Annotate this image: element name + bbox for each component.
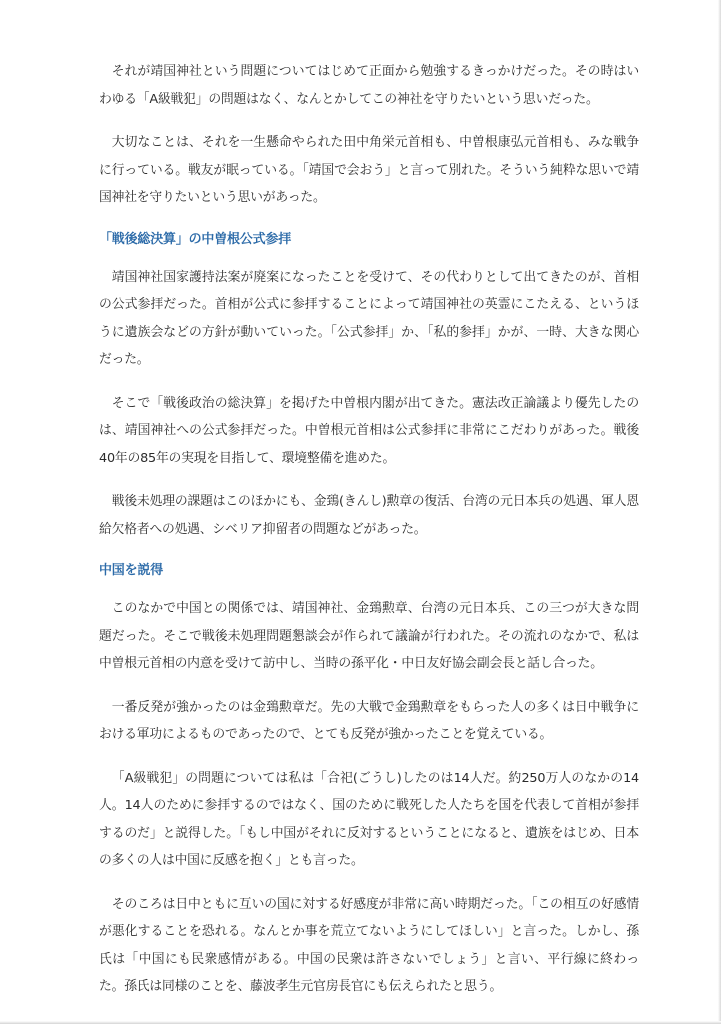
paragraph: このなかで中国との関係では、靖国神社、金鵄勲章、台湾の元日本兵、この三つが大きな問題だった。そこで戦後未処理問題懇談会が作られて議論が行われた。その流れのなかで、私は中曽根元首相の内意を受けて訪中し、当時の孫平化・中日友好協会副会長と話し合った。 [99,601,639,671]
paragraph: 戦後未処理の課題はこのほかにも、金鵄(きんし)勲章の復活、台湾の元日本兵の処遇、軍人恩給欠格者への処遇、シベリア抑留者の問題などがあった。 [99,494,639,537]
paragraph: そのころは日中ともに互いの国に対する好感度が非常に高い時期だった。「この相互の好感情が悪化することを恐れる。なんとか事を荒立てないようにしてほしい」と言った。しかし、孫氏は「中国にも民衆感情がある。中国の民衆は許さないでしょう」と言い、平行線に終わった。孫氏は同様のことを、藤波孝生元官房長官にも伝えられたと思う。 [99,896,639,994]
section-heading: 中国を説得 [99,563,164,578]
paragraph: そこで「戦後政治の総決算」を掲げた中曽根内閣が出てきた。憲法改正論議より優先したのは、靖国神社への公式参拝だった。中曽根元首相は公式参拝に非常にこだわりがあった。戦後40年の85年の実現を目指して、環境整備を進めた。 [99,395,639,466]
paragraph: 「A級戦犯」の問題については私は「合祀(ごうし)したのは14人だ。約250万人のなかの14人。14人のために参拝するのではなく、国のために戦死した人たちを国を代表して首相が参拝するのだ」と説得した。「もし中国がそれに反対するということになると、遺族をはじめ、日本の多くの人は中国に反感を抱く」とも言った。 [99,770,639,868]
paragraph: 一番反発が強かったのは金鵄勲章だ。先の大戦で金鵄勲章をもらった人の多くは日中戦争における軍功によるものであったので、とても反発が強かったことを覚えている。 [99,699,639,742]
paragraph: 靖国神社国家護持法案が廃案になったことを受けて、その代わりとして出てきたのが、首相の公式参拝だった。首相が公式に参拝することによって靖国神社の英霊にこたえる、というほうに遺族会などの方針が動いていった。「公式参拝」か、「私的参拝」かが、一時、大きな関心だった。 [99,269,639,367]
section-heading: 「戦後総決算」の中曽根公式参拝 [99,231,292,247]
article-body [99,58,639,1017]
paragraph: 大切なことは、それを一生懸命やられた田中角栄元首相も、中曽根康弘元首相も、みな戦争に行っている。戦友が眠っている。「靖国で会おう」と言って別れた。そういう純粋な思いで靖国神社を守りたいという思いがあった。 [99,135,639,205]
paragraph: それが靖国神社という問題についてはじめて正面から勉強するきっかけだった。その時はいわゆる「A級戦犯」の問題はなく、なんとかしてこの神社を守りたいという思いだった。 [99,64,639,107]
